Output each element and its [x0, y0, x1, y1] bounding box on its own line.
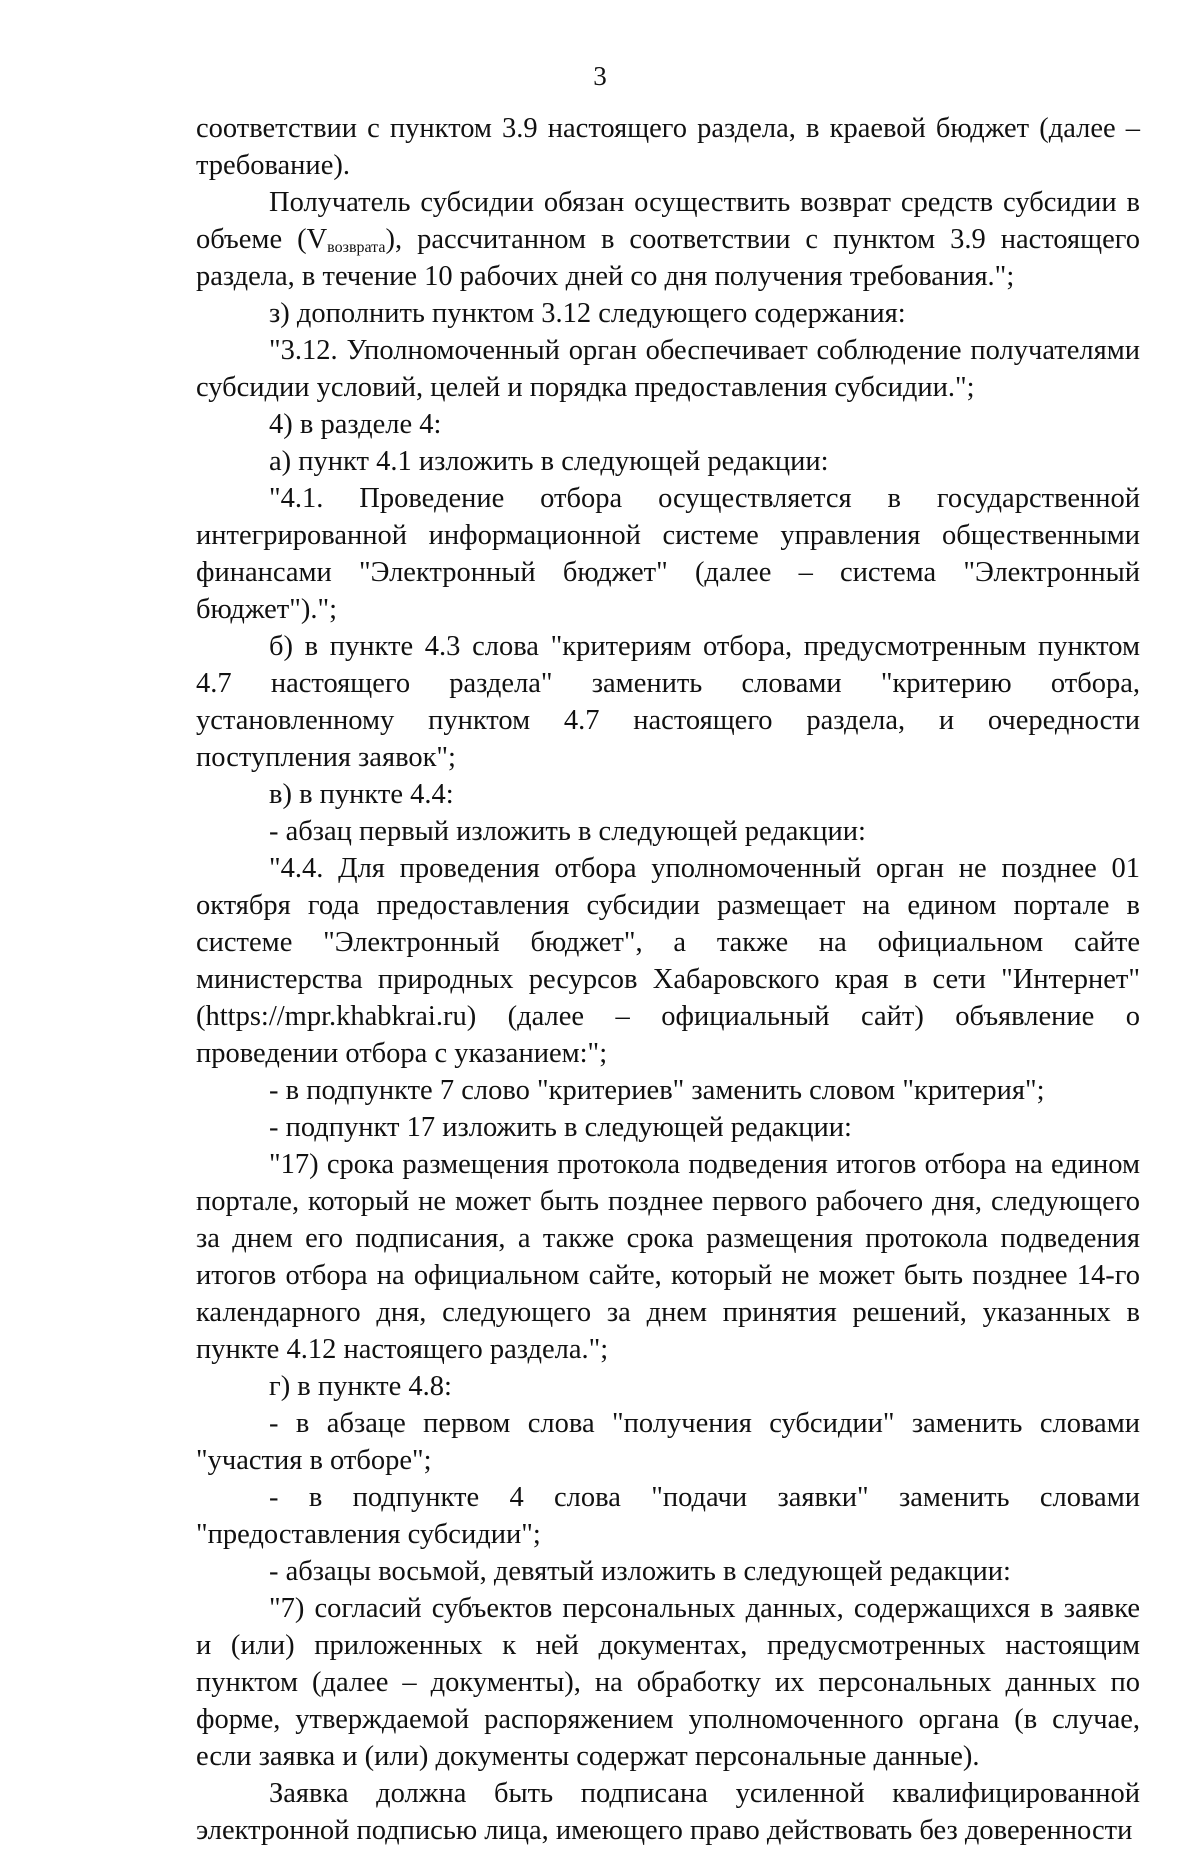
- paragraph: 4) в разделе 4:: [269, 409, 442, 440]
- paragraph: з) дополнить пунктом 3.12 следующего содержания:: [269, 298, 906, 329]
- paragraph-text-part: ), рассчитанном в соответствии с пунктом 3.9 настоящего раздела, в течение 10 рабочих дней со дня получения требования.";: [196, 224, 1140, 292]
- page-number: 3: [593, 61, 607, 91]
- paragraph: - в подпункте 4 слова "подачи заявки" заменить словами "предоставления субсидии";: [196, 1482, 1140, 1550]
- document-body: [196, 110, 1140, 1849]
- paragraph: соответствии с пунктом 3.9 настоящего раздела, в краевой бюджет (далее – требование).: [196, 113, 1140, 181]
- subscript-vozvrata: возврата: [327, 239, 386, 256]
- paragraph-with-subscript: [196, 184, 1140, 295]
- paragraph: - подпункт 17 изложить в следующей редакции:: [269, 1112, 852, 1143]
- paragraph: в) в пункте 4.4:: [269, 779, 454, 810]
- paragraph: "7) согласий субъектов персональных данных, содержащихся в заявке и (или) приложенных к ней документах, предусмотренных настоящим пунктом (далее – документы), на обработку их персональных данных по форме, утверждаемой распоряжением уполномоченного органа (в случае, если заявка и (или) документы содержат персональные данные).: [196, 1593, 1140, 1772]
- paragraph: г) в пункте 4.8:: [269, 1371, 452, 1402]
- paragraph: "4.1. Проведение отбора осуществляется в государственной интегрированной информационной системе управления общественными финансами "Электронный бюджет" (далее – система "Электронный бюджет").";: [196, 483, 1140, 625]
- paragraph: "17) срока размещения протокола подведения итогов отбора на едином портале, который не может быть позднее первого рабочего дня, следующего за днем его подписания, а также срока размещения протокола подведения итогов отбора на официальном сайте, который не может быть позднее 14-го календарного дня, следующего за днем принятия решений, указанных в пункте 4.12 настоящего раздела.";: [196, 1149, 1140, 1365]
- paragraph: а) пункт 4.1 изложить в следующей редакции:: [269, 446, 829, 477]
- paragraph: - в абзаце первом слова "получения субсидии" заменить словами "участия в отборе";: [196, 1408, 1140, 1476]
- paragraph: "3.12. Уполномоченный орган обеспечивает соблюдение получателями субсидии условий, целей и порядка предоставления субсидии.";: [196, 335, 1140, 403]
- paragraph: - абзац первый изложить в следующей редакции:: [269, 816, 866, 847]
- paragraph: - в подпункте 7 слово "критериев" заменить словом "критерия";: [269, 1075, 1045, 1106]
- paragraph: Заявка должна быть подписана усиленной квалифицированной электронной подписью лица, имеющего право действовать без доверенности: [196, 1778, 1140, 1846]
- paragraph: - абзацы восьмой, девятый изложить в следующей редакции:: [269, 1556, 1011, 1587]
- paragraph: б) в пункте 4.3 слова "критериям отбора, предусмотренным пунктом 4.7 настоящего раздела" заменить словами "критерию отбора, установленному пунктом 4.7 настоящего раздела, и очередности поступления заявок";: [196, 631, 1140, 773]
- paragraph: "4.4. Для проведения отбора уполномоченный орган не позднее 01 октября года предоставления субсидии размещает на едином портале в системе "Электронный бюджет", а также на официальном сайте министерства природных ресурсов Хабаровского края в сети "Интернет" (https://mpr.khabkrai.ru) (далее – официальный сайт) объявление о проведении отбора с указанием:";: [196, 853, 1140, 1069]
- paragraph-text-part: Получатель субсидии обязан осуществить возврат средств субсидии в объеме (V: [196, 187, 1140, 255]
